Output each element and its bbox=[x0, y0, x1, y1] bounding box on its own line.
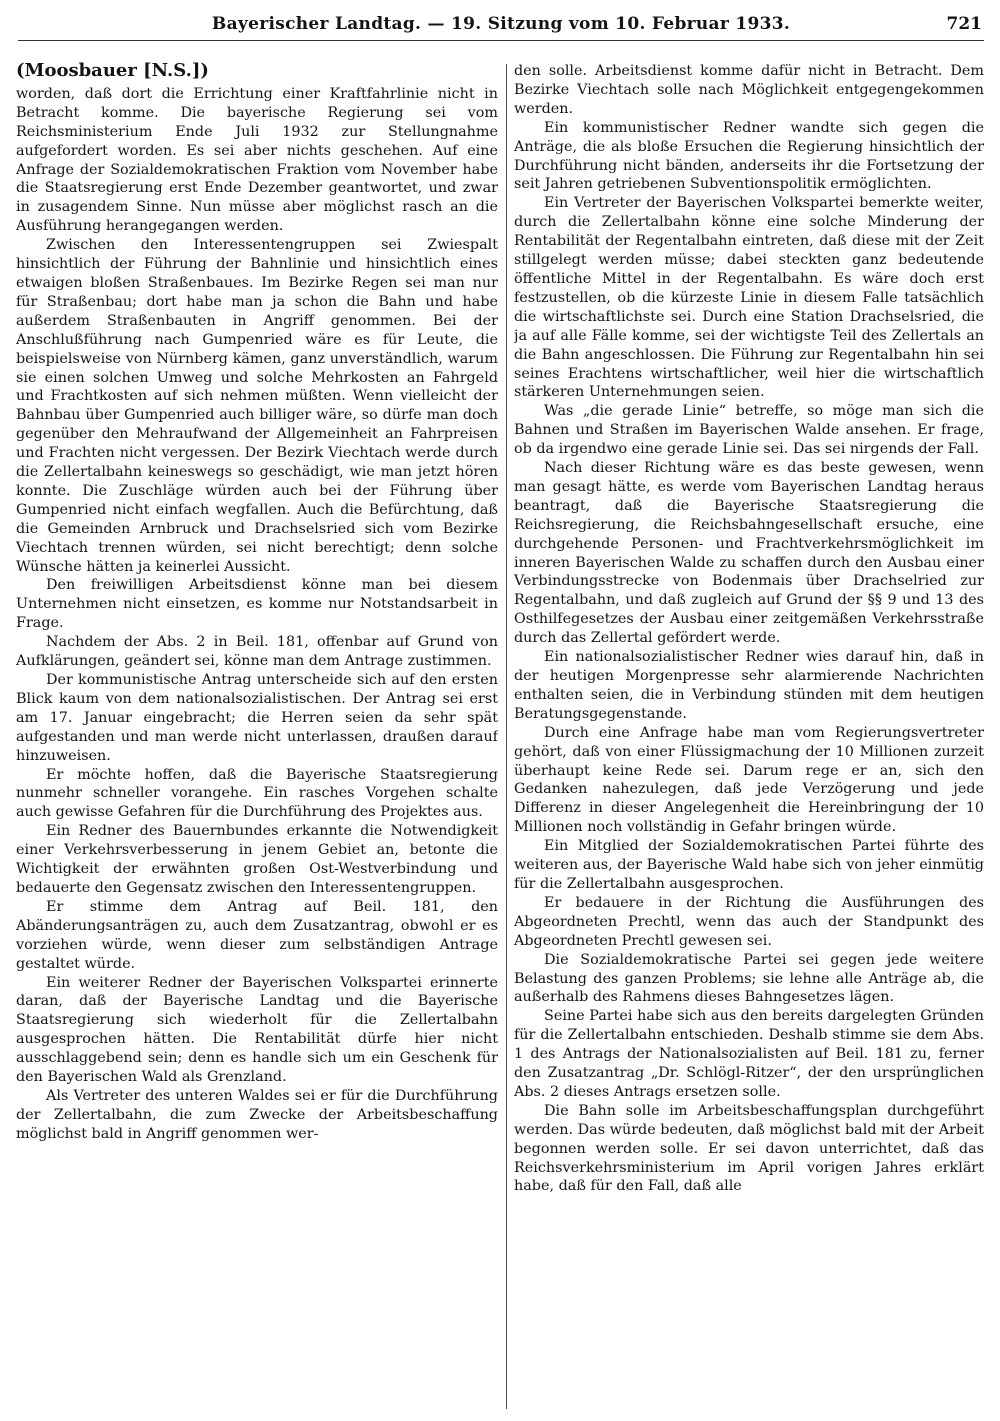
paragraph: Nach dieser Richtung wäre es das beste gewesen, wenn man gesagt hätte, es werde vom Bayerischen Landtag heraus beantragt, daß die Bayerische Staatsregierung die Reichsregierung, die Reichsbahngesellschaft ersuche, eine durchgehende Personen- und Frachtverkehrsmöglichkeit im inneren Bayerischen Walde zu schaffen durch den Ausbau einer Verbindungsstrecke von Bodenmais über Drachselried zur Regentalbahn, und daß zugleich auf Grund der §§ 9 und 13 des Osthilfegesetzes der Ausbau einer zeitgemäßen Verkehrsstraße durch das Zellertal gefördert werde. bbox=[514, 460, 984, 647]
running-head: Bayerischer Landtag. — 19. Sitzung vom 10. Februar 1933. bbox=[211, 14, 791, 34]
right-column bbox=[514, 62, 984, 1409]
paragraph: worden, daß dort die Errichtung einer Kraftfahrlinie nicht in Betracht komme. Die bayerische Regierung sei vom Reichsministerium Ende Juli 1932 zur Stellungnahme aufgefordert worden. Es sei aber nichts geschehen. Auf eine Anfrage der Sozialdemokratischen Fraktion vom November habe die Staatsregierung erst Ende Dezember geantwortet, und zwar in zusagendem Sinne. Nun müsse aber möglichst rasch an die Ausführung herangegangen werden. bbox=[16, 85, 498, 235]
speaker-heading: (Moosbauer [N.S.]) bbox=[16, 62, 209, 81]
paragraph: Den freiwilligen Arbeitsdienst könne man bei diesem Unternehmen nicht einsetzen, es komme nur Notstandsarbeit in Frage. bbox=[16, 577, 498, 632]
paragraph: Nachdem der Abs. 2 in Beil. 181, offenbar auf Grund von Aufklärungen, geändert sei, könne man dem Antrage zustimmen. bbox=[16, 634, 498, 670]
paragraph: Ein Vertreter der Bayerischen Volkspartei bemerkte weiter, durch die Zellertalbahn könne eine solche Minderung der Rentabilität der Regentalbahn eintreten, daß diese mit der Zeit stillgelegt werden müsse; dabei steckten ganz bedeutende öffentliche Mittel in der Regentalbahn. Es wäre doch erst festzustellen, ob die kürzeste Linie in diesem Falle tatsächlich die wirtschaftlichste sei. Durch eine Station Drachselsried, die ja auf alle Fälle komme, sei der wichtigste Teil des Zellertals an die Bahn angeschlossen. Die Führung zur Regentalbahn hin sei seines Erachtens wirtschaftlicher, weil hier die wirtschaftlich stärkeren Unternehmungen seien. bbox=[514, 195, 984, 401]
paragraph: Die Bahn solle im Arbeitsbeschaffungsplan durchgeführt werden. Das würde bedeuten, daß möglichst bald mit der Arbeit begonnen werden solle. Er sei davon unterrichtet, daß das Reichsverkehrsministerium im April vorigen Jahres erklärt habe, daß für den Fall, daß alle bbox=[514, 1102, 984, 1195]
paragraph: Der kommunistische Antrag unterscheide sich auf den ersten Blick kaum von dem nationalsozialistischen. Der Antrag sei erst am 17. Januar eingebracht; die Herren seien da sehr spät aufgestanden und man werde nicht unterlassen, draußen darauf hinzuweisen. bbox=[16, 672, 498, 764]
paragraph: Ein Redner des Bauernbundes erkannte die Notwendigkeit einer Verkehrsverbesserung in jenem Gebiet an, betonte die Wichtigkeit der erwähnten großen Ost-Westverbindung und bedauerte den Gegensatz zwischen den Interessentengruppen. bbox=[16, 823, 498, 896]
paragraph: Als Vertreter des unteren Waldes sei er für die Durchführung der Zellertalbahn, die zum Zwecke der Arbeitsbeschaffung möglichst bald in Angriff genommen wer- bbox=[16, 1087, 498, 1142]
paragraph: Ein Mitglied der Sozialdemokratischen Partei führte des weiteren aus, der Bayerische Wald habe sich von jeher einmütig für die Zellertalbahn ausgesprochen. bbox=[514, 838, 984, 892]
paragraph: Zwischen den Interessentengruppen sei Zwiespalt hinsichtlich der Führung der Bahnlinie und hinsichtlich eines etwaigen bloßen Straßenbaues. Im Bezirke Regen sei man nur für Straßenbau; dort habe man ja schon die Bahn und habe außerdem Straßenbauten in Angriff genommen. Bei der Anschlußführung nach Gumpenried wäre es für Leute, die beispielsweise von Nürnberg kämen, ganz unverständlich, warum sie einen solchen Umweg und solche Mehrkosten an Fahrgeld und Frachtkosten auf sich nehmen müßten. Wenn vielleicht der Bahnbau über Gumpenried auch billiger wäre, so dürfe man doch gegenüber den Mehraufwand der Allgemeinheit an Fahrpreisen und Frachten nicht vergessen. Der Bezirk Viechtach werde durch die Zellertalbahn keineswegs so geschädigt, wie man jetzt hören konnte. Die Zuschläge würden auch bei der Führung über Gumpenried nicht einfach wegfallen. Auch die Befürchtung, daß die Gemeinden Arnbruck und Drachselsried sich vom Bezirke Viechtach trennen würden, sei nicht berechtigt; denn solche Wünsche hätten ja keinerlei Aussicht. bbox=[16, 237, 498, 575]
paragraph: Durch eine Anfrage habe man vom Regierungsvertreter gehört, daß von einer Flüssigmachung der 10 Millionen zurzeit überhaupt keine Rede sei. Darum rege er an, sich den Gedanken nahezulegen, daß jede Verzögerung und jede Differenz in dieser Angelegenheit die Hereinbringung der 10 Millionen noch vollständig in Gefahr bringen würde. bbox=[514, 724, 984, 836]
paragraph: Seine Partei habe sich aus den bereits dargelegten Gründen für die Zellertalbahn entschieden. Deshalb stimme sie dem Abs. 1 des Antrags der Nationalsozialisten auf Beil. 181 zu, ferner den Zusatzantrag „Dr. Schlögl-Ritzer“, der den ursprünglichen Abs. 2 dieses Antrags ersetzen solle. bbox=[514, 1008, 984, 1100]
paragraph: Die Sozialdemokratische Partei sei gegen jede weitere Belastung des ganzen Problems; sie lehne alle Anträge ab, die außerhalb des Rahmens dieses Bahngesetzes lägen. bbox=[514, 951, 984, 1006]
paragraph: den solle. Arbeitsdienst komme dafür nicht in Betracht. Dem Bezirke Viechtach solle nach Möglichkeit entgegengekommen werden. bbox=[514, 63, 984, 117]
paragraph: Er bedauere in der Richtung die Ausführungen des Abgeordneten Prechtl, wenn das auch der Standpunkt des Abgeordneten Prechtl gewesen sei. bbox=[514, 894, 984, 949]
paragraph: Er möchte hoffen, daß die Bayerische Staatsregierung nunmehr schneller vorangehe. Ein rasches Vorgehen schalte auch gewisse Gefahren für die Durchführung des Projektes aus. bbox=[16, 766, 498, 821]
column-divider bbox=[506, 64, 507, 1409]
paragraph: Ein kommunistischer Redner wandte sich gegen die Anträge, die als bloße Ersuchen die Regierung hinsichtlich der Durchführung nicht bänden, anderseits ihr die Fortsetzung der seit Jahren getriebenen Subventionspolitik ermöglichten. bbox=[514, 119, 984, 193]
paragraph: Er stimme dem Antrag auf Beil. 181, den Abänderungsanträgen zu, auch dem Zusatzantrag, obwohl er es vorziehen würde, wenn dieser zum selbständigen Antrage gestaltet würde. bbox=[16, 898, 498, 972]
paragraph: Ein nationalsozialistischer Redner wies darauf hin, daß in der heutigen Morgenpresse sehr alarmierende Nachrichten enthalten seien, die in Verbindung stünden mit dem heutigen Beratungsgegenstande. bbox=[514, 649, 984, 722]
paragraph: Was „die gerade Linie“ betreffe, so möge man sich die Bahnen und Straßen im Bayerischen Walde ansehen. Er frage, ob da irgendwo eine gerade Linie sei. Das sei nirgends der Fall. bbox=[514, 403, 984, 458]
paragraph: Ein weiterer Redner der Bayerischen Volkspartei erinnerte daran, daß der Bayerische Landtag und die Bayerische Staatsregierung sich wiederholt für die Zellertalbahn ausgesprochen hätten. Die Rentabilität dürfe hier nicht ausschlaggebend sein; denn es handle sich um ein Geschenk für den Bayerischen Wald als Grenzland. bbox=[16, 974, 498, 1086]
page-header bbox=[18, 6, 984, 40]
left-column bbox=[16, 62, 498, 1409]
page-number: 721 bbox=[946, 14, 982, 34]
header-rule bbox=[18, 40, 984, 41]
